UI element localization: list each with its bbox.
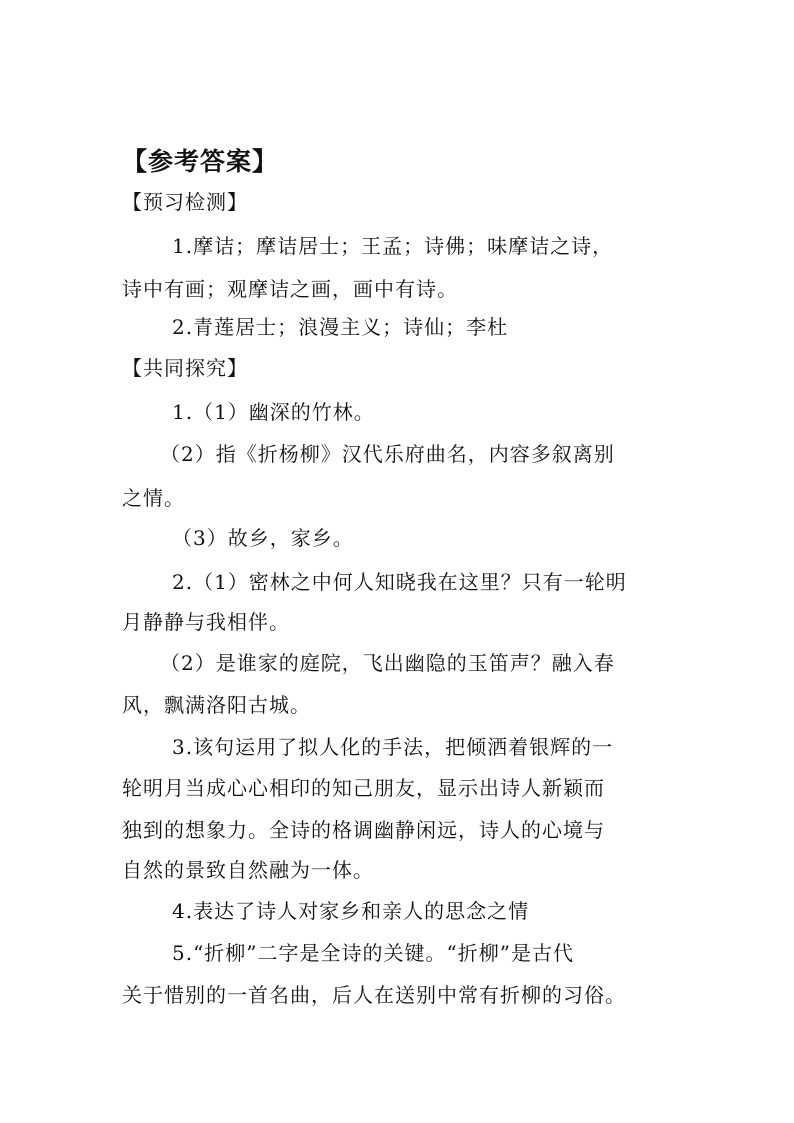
answer-line: 关于惜别的一首名曲，后人在送别中常有折柳的习俗。	[122, 983, 626, 1007]
answer-line: （2）是谁家的庭院，飞出幽隐的玉笛声？融入春	[160, 651, 615, 675]
answer-line: 自然的景致自然融为一体。	[122, 858, 374, 882]
answer-line: 1.摩诘；摩诘居士；王孟；诗佛；味摩诘之诗，	[172, 234, 614, 258]
answer-line: 月静静与我相伴。	[122, 610, 290, 634]
answer-line: 之情。	[122, 486, 185, 510]
answer-line: 独到的想象力。全诗的格调幽静闲远，诗人的心境与	[122, 818, 605, 842]
answer-line: 风，飘满洛阳古城。	[122, 693, 311, 717]
answer-line: 3.该句运用了拟人化的手法，把倾洒着银辉的一	[172, 735, 614, 759]
answer-line: 2.青莲居士；浪漫主义；诗仙；李杜	[172, 315, 509, 339]
answer-line: （2）指《折杨柳》汉代乐府曲名，内容多叙离别	[160, 442, 615, 466]
answer-line: 4.表达了诗人对家乡和亲人的思念之情	[172, 899, 530, 923]
section-heading-preview: 【预习检测】	[122, 190, 248, 214]
answer-line: （3）故乡，家乡。	[172, 526, 354, 550]
section-heading-explore: 【共同探究】	[122, 356, 248, 380]
document-title: 【参考答案】	[122, 147, 279, 176]
answer-line: 诗中有画；观摩诘之画，画中有诗。	[122, 277, 458, 301]
answer-line: 1.（1）幽深的竹林。	[172, 400, 375, 424]
answer-line: 5.“折柳”二字是全诗的关键。“折柳”是古代	[172, 941, 574, 965]
answer-line: 2.（1）密林之中何人知晓我在这里？只有一轮明	[172, 570, 627, 594]
answer-line: 轮明月当成心心相印的知己朋友，显示出诗人新颖而	[122, 776, 605, 800]
